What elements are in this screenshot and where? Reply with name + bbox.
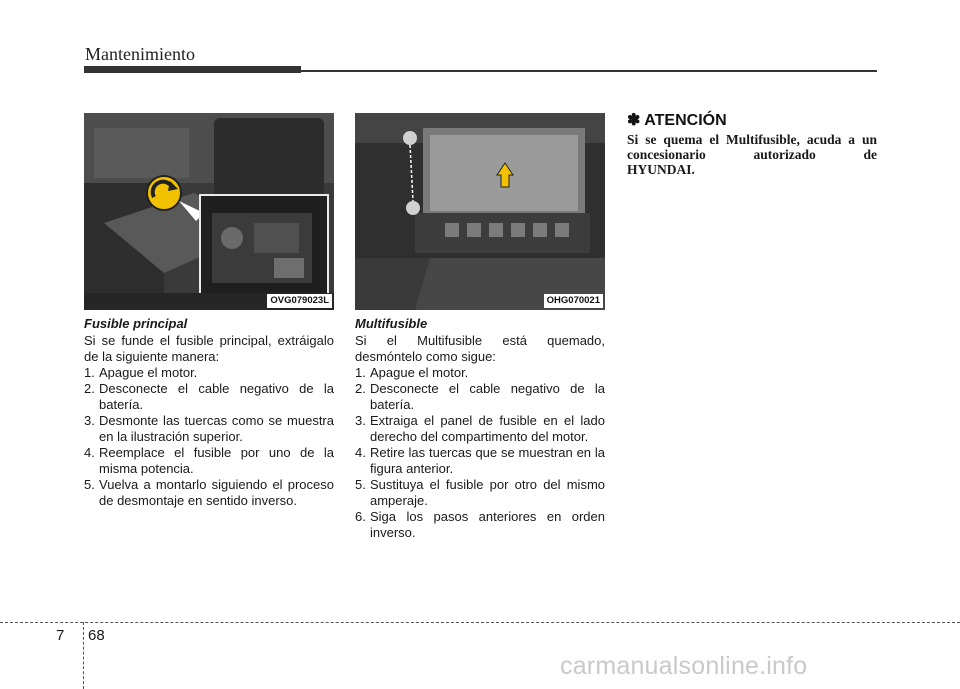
main-fuse-photo [84,113,334,310]
page-number: 68 [88,627,105,644]
list-item [84,365,334,381]
step-text: Siga los pasos anteriores en orden inverso. [370,509,605,540]
intro-text: Si el Multifusible está quemado, desmóntelo como sigue: [355,333,605,364]
caution-text [627,132,877,177]
header-rule-thin [301,70,877,72]
step-text: Apague el motor. [99,365,198,380]
step-text: Reemplace el fusible por uno de la misma potencia. [99,445,334,476]
list-item [84,381,334,413]
step-number: 3. [355,413,366,428]
step-text: Extraiga el panel de fusible en el lado derecho del compartimento del motor. [370,413,605,444]
list-item [355,477,605,509]
step-number: 1. [355,365,366,380]
figure-code: OHG070021 [544,294,603,308]
footer-divider [0,622,960,623]
step-number: 1. [84,365,95,380]
step-number: 4. [84,445,95,460]
list-item [355,381,605,413]
step-number: 3. [84,413,95,428]
step-text: Desconecte el cable negativo de la batería. [99,381,334,412]
step-text: Apague el motor. [370,365,469,380]
steps-list [84,365,334,509]
list-item [355,509,605,541]
step-text: Desmonte las tuercas como se muestra en la ilustración superior. [99,413,334,444]
caution-line: concesionario autorizado de [627,147,877,162]
step-number: 2. [84,381,95,396]
caution-heading [627,110,727,130]
multifuse-photo [355,113,605,310]
list-item [355,413,605,445]
subheading: Fusible principal [84,316,188,331]
multifuse-instructions [355,316,605,541]
step-number: 5. [355,477,366,492]
intro-text: Si se funde el fusible principal, extráigalo de la siguiente manera: [84,333,334,364]
caution-line: HYUNDAI. [627,162,695,177]
step-number: 5. [84,477,95,492]
list-item [355,445,605,477]
chapter-number: 7 [56,627,65,644]
step-number: 2. [355,381,366,396]
step-text: Vuelva a montarlo siguiendo el proceso de desmontaje en sentido inverso. [99,477,334,508]
list-item [84,413,334,445]
subheading: Multifusible [355,316,428,331]
header-rule-thick [84,66,301,73]
step-text: Retire las tuercas que se muestran en la figura anterior. [370,445,605,476]
caution-title-text: ATENCIÓN [644,112,727,129]
step-text: Sustituya el fusible por otro del mismo amperaje. [370,477,605,508]
steps-list [355,365,605,541]
asterisk-icon: ✽ [627,112,641,129]
caution-line: Si se quema el Multifusible, acuda a un [627,132,877,147]
list-item [84,477,334,509]
list-item [355,365,605,381]
main-fuse-instructions [84,316,334,509]
figure-code: OVG079023L [267,294,332,308]
step-number: 4. [355,445,366,460]
list-item [84,445,334,477]
watermark: carmanualsonline.info [560,652,808,680]
footer-vertical-divider [83,622,84,689]
step-text: Desconecte el cable negativo de la batería. [370,381,605,412]
section-title: Mantenimiento [85,44,195,64]
step-number: 6. [355,509,366,524]
